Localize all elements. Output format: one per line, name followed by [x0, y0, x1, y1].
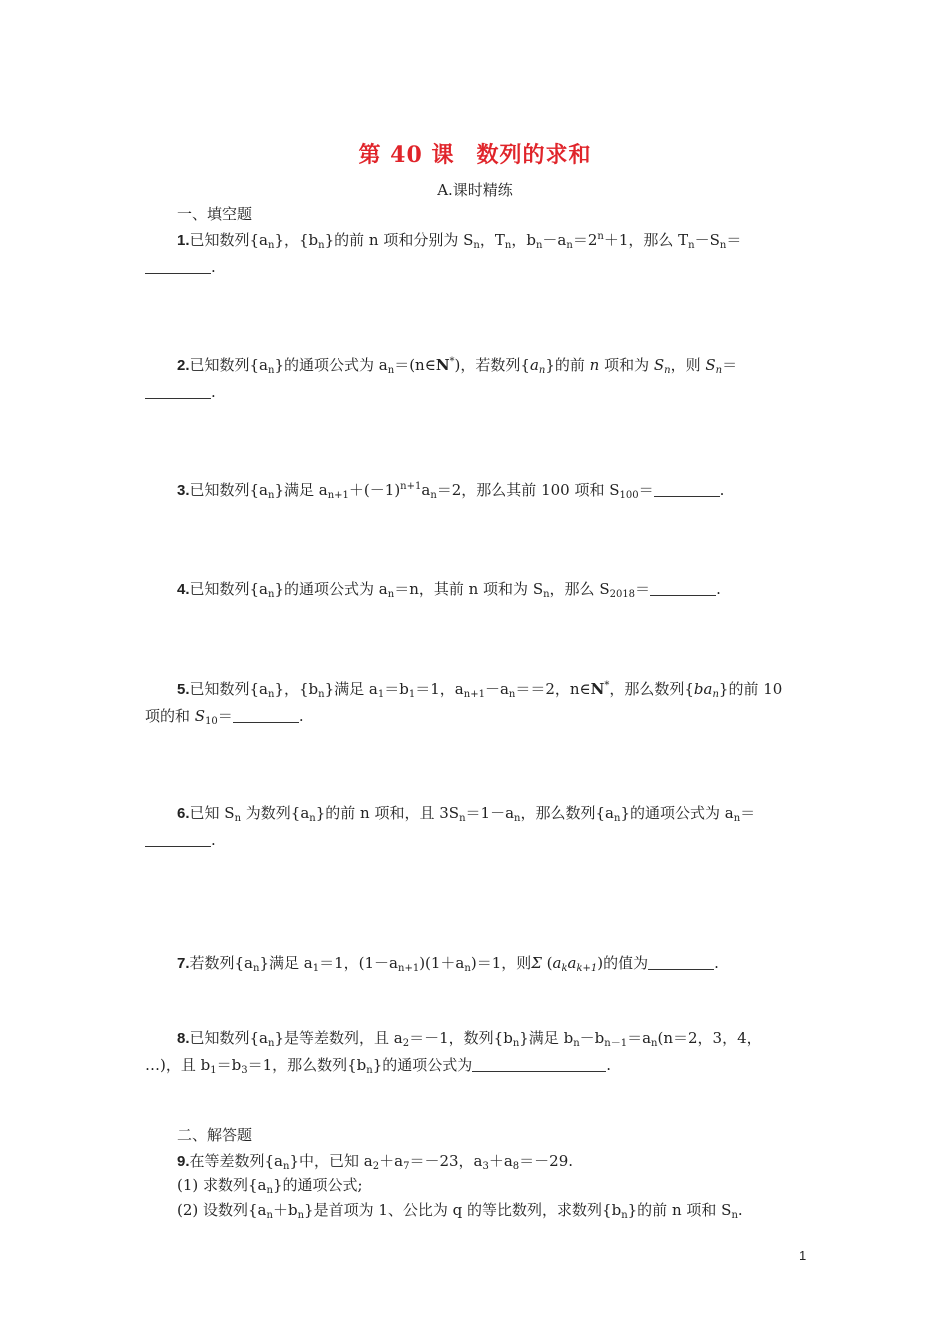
- question-9-part-1: (1) 求数列$\{a_n\}$的通项公式;: [177, 1176, 363, 1196]
- answer-blank[interactable]: [145, 384, 211, 399]
- question-5: 5.已知数列$\{a_n\}$，$\{b_n\}$满足 $a_1=b_1=1$，$a_{n+1}-a_n==2$，n∈N*，那么数列$\{ba_n\}$的前 10 项的和 $S_{10}=$ .: [145, 680, 783, 727]
- answer-blank[interactable]: [472, 1057, 606, 1072]
- question-2: 2.已知数列$\{a_n\}$的通项公式为 $a_n=(n\in N^*)$，若数列$\{a_n\}$的前 n 项和为 $S_n$，则 $S_n=$ .: [145, 352, 805, 405]
- question-9: 9.在等差数列$\{a_n\}$中，已知 $a_2+a_7=-23$，$a_3+a_8=-29$.: [177, 1152, 574, 1172]
- question-1: 1.已知数列$\{a_n\}$，$\{b_n\}$的前 n 项和分别为 $S_n$，$T_n$，$b_n-a_n=2^n+1$，那么 $T_n-S_n=$ .: [145, 227, 805, 280]
- question-3: 3.已知数列$\{a_n\}$满足 $a_{n+1}+(-1)^{n+1}a_n=2$，那么其前 100 项和 $S_{100}=$ .: [177, 481, 725, 501]
- section-heading-solve: 二、解答题: [177, 1126, 253, 1144]
- answer-blank[interactable]: [654, 482, 720, 497]
- question-8: 8.已知数列$\{a_n\}$是等差数列，且 $a_2=-1$，数列$\{b_n\}$满足 $b_n-b_{n-1}=a_n(n=2$，3，4， …)，且 $b_1=b_3=1$，那么数列$\{b_n\}$的通项公式为 .: [145, 1029, 762, 1076]
- answer-blank[interactable]: [650, 581, 716, 596]
- section-heading-fill-blank: 一、填空题: [177, 205, 253, 223]
- answer-blank[interactable]: [145, 259, 211, 274]
- page-subtitle: A.课时精练: [437, 181, 513, 199]
- answer-blank[interactable]: [145, 832, 211, 847]
- question-4: 4.已知数列$\{a_n\}$的通项公式为 $a_n=n$，其前 n 项和为 $S_n$，那么 $S_{2018}=$ .: [177, 580, 721, 600]
- question-7: 7.若数列$\{a_n\}$满足 $a_1=1$，$(1-a_{n+1})(1+a_n)=1$，则Σ $(a_ka_{k+1})$的值为 .: [177, 954, 719, 974]
- question-6: 6.已知 $S_n$ 为数列$\{a_n\}$的前 n 项和，且 $3S_n=1-a_n$，那么数列$\{a_n\}$的通项公式为 $a_n=$ .: [145, 800, 805, 853]
- answer-blank[interactable]: [233, 708, 299, 723]
- page-title: 第 40 课 数列的求和: [358, 142, 592, 168]
- page-number: 1: [799, 1248, 807, 1263]
- question-9-part-2: (2) 设数列$\{a_n+b_n\}$是首项为 1、公比为 q 的等比数列，求数列$\{b_n\}$的前 n 项和 $S_n$.: [177, 1201, 743, 1221]
- answer-blank[interactable]: [648, 955, 714, 970]
